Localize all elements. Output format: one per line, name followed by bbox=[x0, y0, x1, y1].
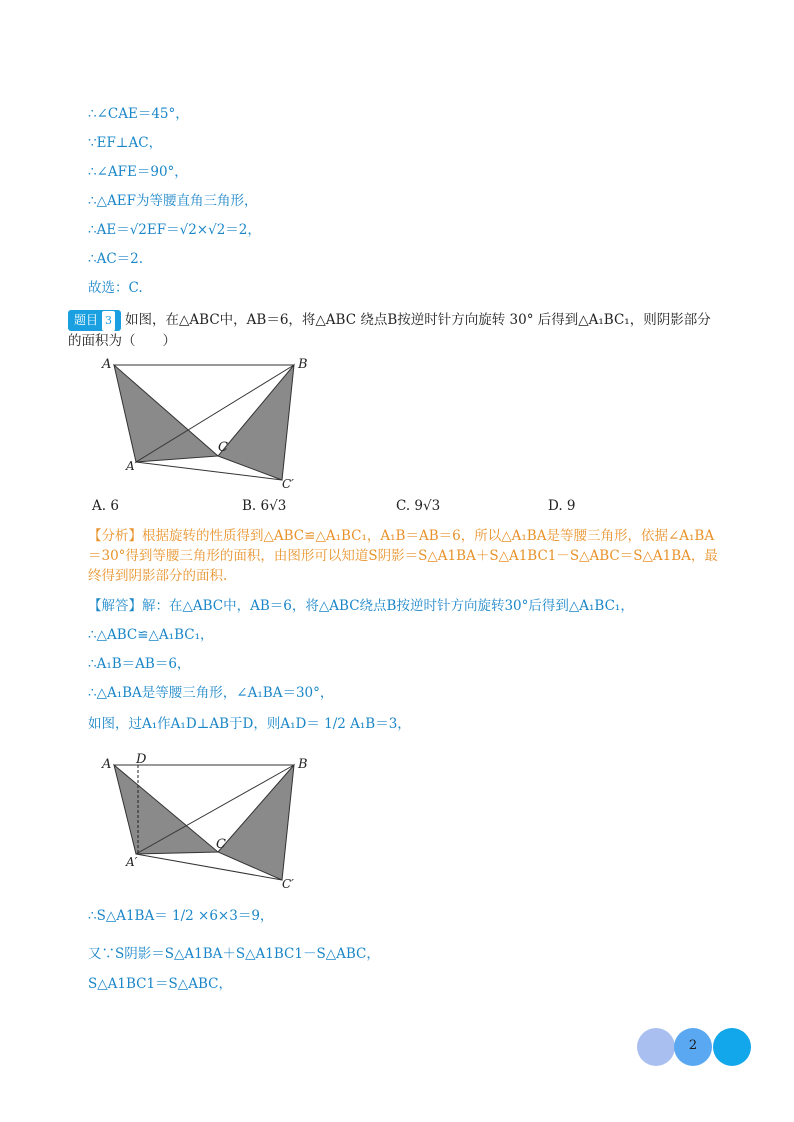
solution-line-1: 【解答】解：在△ABC中，AB＝6，将△ABC绕点B按逆时针方向旋转30°后得到△A₁BC₁， bbox=[88, 598, 634, 614]
label-c-2: C bbox=[216, 837, 226, 852]
analysis-block: 【分析】根据旋转的性质得到△ABC≌△A₁BC₁，A₁B＝AB＝6，所以△A₁BA是等腰三角形，依据∠A₁BA＝30°得到等腰三角形的面积，由图形可以知道S阴影＝S△A1BA＋S△A1BC1－S△ABC＝S△A1BA，最终得到阴影部分的面积. bbox=[88, 528, 718, 584]
page-number: 2 bbox=[688, 1038, 698, 1053]
line-ef-perp-ac: ∵EF⊥AC， bbox=[88, 135, 163, 151]
question-tag: 题目 3 bbox=[68, 310, 121, 331]
figure-2 bbox=[96, 752, 316, 892]
label-a-prime: A′ bbox=[126, 459, 138, 473]
area-line-1: ∴S△A1BA＝ 1/2 ×6×3＝9， bbox=[88, 908, 274, 924]
question-text: 如图，在△ABC中，AB＝6，将△ABC 绕点B按逆时针方向旋转 30° 后得到△A₁BC₁，则阴影部分的面积为（ ） bbox=[68, 312, 711, 349]
solution-line-3: ∴A₁B＝AB＝6， bbox=[88, 656, 191, 672]
shaded-triangle-right bbox=[218, 365, 294, 480]
line-ae-value: ∴AE＝√2EF＝√2×√2＝2， bbox=[88, 222, 261, 238]
choice-a[interactable]: A. 6 bbox=[92, 498, 119, 514]
choice-c[interactable]: C. 9√3 bbox=[396, 498, 441, 514]
answer-choices bbox=[92, 498, 652, 518]
label-c-prime: C′ bbox=[282, 477, 294, 491]
label-c: C bbox=[218, 440, 228, 455]
choice-d[interactable]: D. 9 bbox=[548, 498, 576, 514]
shaded-triangle-left bbox=[114, 365, 218, 462]
badge-circle-right bbox=[713, 1028, 751, 1066]
solution-line-2: ∴△ABC≌△A₁BC₁， bbox=[88, 627, 214, 643]
figure-1 bbox=[96, 352, 316, 492]
badge-circle-left bbox=[637, 1028, 675, 1066]
shaded-triangle-right-2 bbox=[218, 765, 294, 880]
line-angle-afe: ∴∠AFE＝90°， bbox=[88, 164, 188, 180]
label-b: B bbox=[298, 357, 308, 372]
question-3 bbox=[68, 310, 718, 351]
label-b-2: B bbox=[298, 757, 308, 772]
label-d: D bbox=[136, 752, 147, 767]
label-a: A bbox=[102, 357, 112, 372]
label-a-prime-2: A′ bbox=[126, 855, 138, 869]
line-ac-value: ∴AC＝2. bbox=[88, 251, 144, 267]
label-a-2: A bbox=[102, 757, 112, 772]
solution-line-5: 如图，过A₁作A₁D⊥AB于D，则A₁D＝ 1/2 A₁B＝3， bbox=[88, 716, 411, 732]
line-isosceles-right: ∴△AEF为等腰直角三角形， bbox=[88, 193, 258, 209]
solution-line-4: ∴△A₁BA是等腰三角形，∠A₁BA＝30°， bbox=[88, 685, 334, 701]
page-number-badge bbox=[636, 1028, 752, 1066]
choice-b[interactable]: B. 6√3 bbox=[242, 498, 287, 514]
area-line-3: S△A1BC1＝S△ABC， bbox=[88, 976, 232, 992]
label-c-prime-2: C′ bbox=[282, 877, 294, 891]
shaded-triangle-left-2 bbox=[114, 765, 218, 854]
area-line-2: 又∵S阴影＝S△A1BA＋S△A1BC1－S△ABC， bbox=[88, 946, 380, 962]
line-answer-c: 故选：C. bbox=[88, 280, 143, 296]
line-angle-cae: ∴∠CAE＝45°， bbox=[88, 106, 189, 122]
